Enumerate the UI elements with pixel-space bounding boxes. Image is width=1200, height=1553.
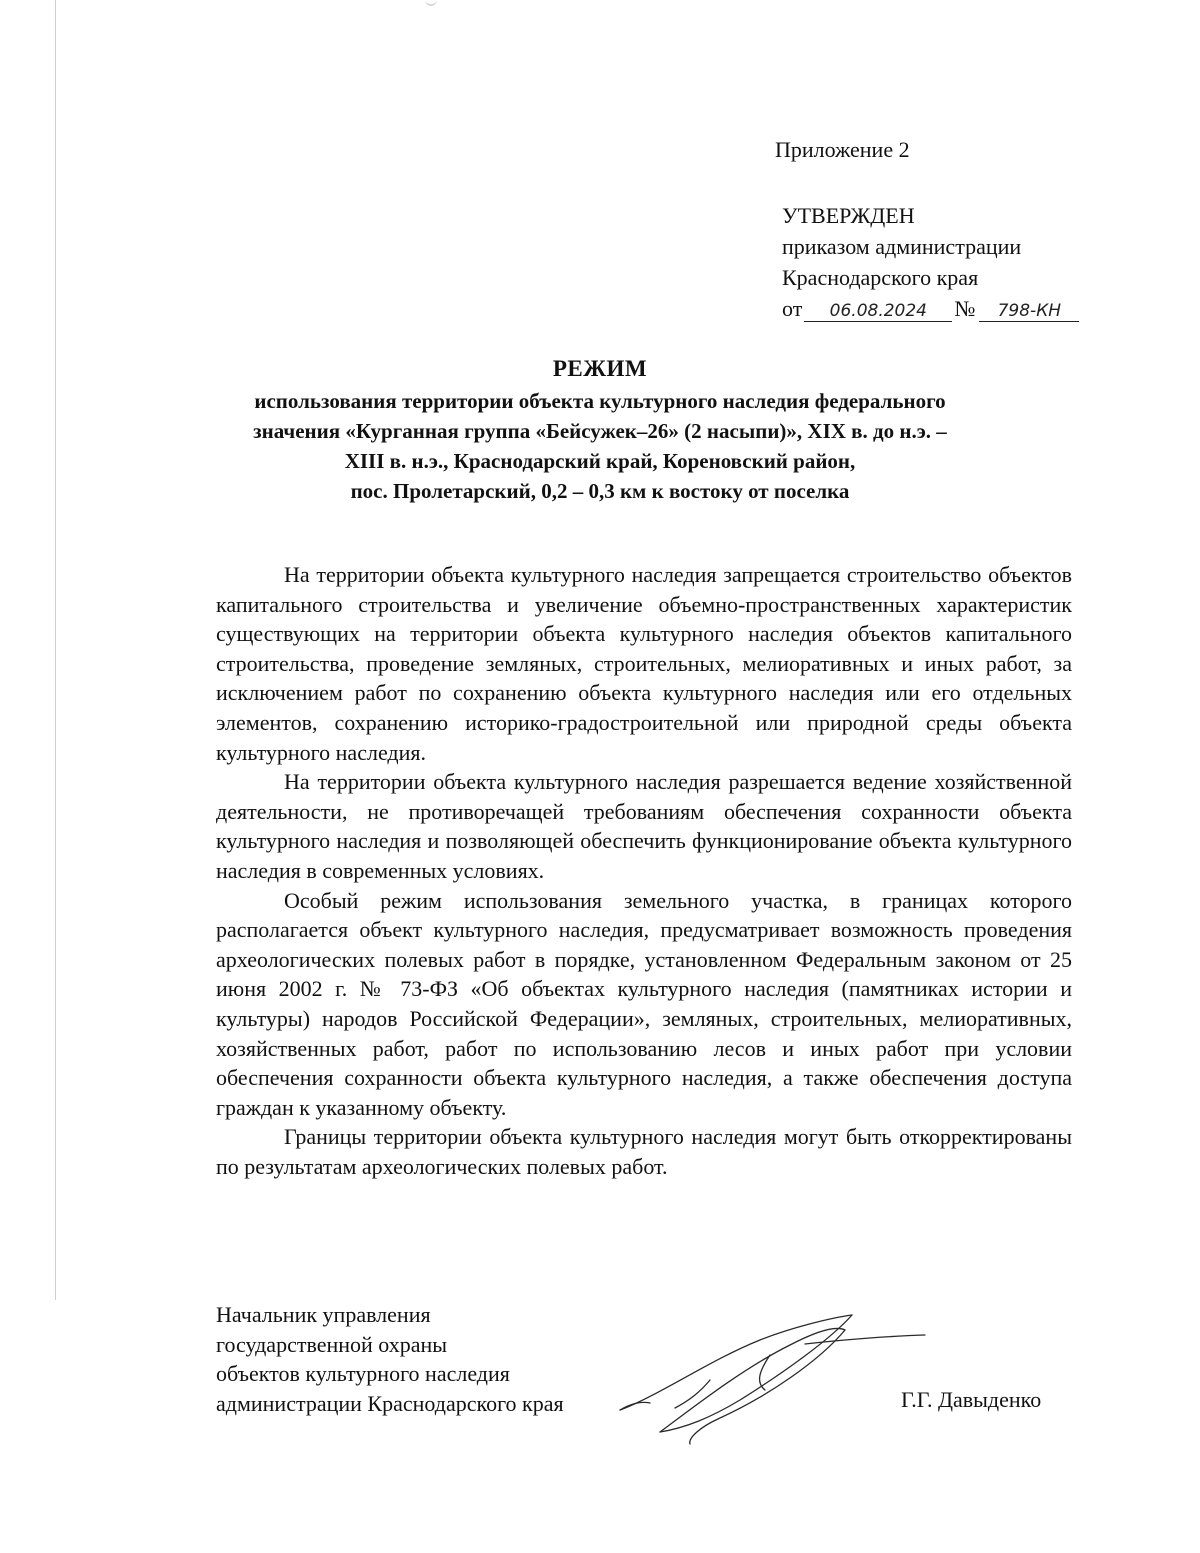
approved-word: УТВЕРЖДЕН	[782, 203, 915, 228]
document-body	[216, 560, 1072, 1181]
title-line-4: пос. Пролетарский, 0,2 – 0,3 км к востоку от поселка	[350, 479, 850, 503]
position-line-2: государственной охраны	[216, 1331, 448, 1357]
document-title	[150, 352, 1050, 506]
paragraph-special-regime: Особый режим использования земельного участка, в границах которого располагается объект культурного наследия, предусматривает возможность проведения археологических полевых работ в порядке, установленном Федеральным законом от 25 июня 2002 г. № 73-ФЗ «Об объектах культурного наследия (памятниках истории и культуры) народов Российской Федерации», земляных, строительных, мелиоративных, хозяйственных работ, работ по использованию лесов и иных работ при условии обеспечения сохранности объекта культурного наследия, а также обеспечения доступа граждан к указанному объекту.	[216, 887, 1072, 1120]
position-line-1: Начальник управления	[216, 1302, 431, 1327]
signer-name: Г.Г. Давыденко	[901, 1387, 1042, 1412]
appendix-label: Приложение 2	[775, 137, 910, 162]
signatory-position	[216, 1300, 564, 1418]
title-line-1: использования территории объекта культурного наследия федерального	[254, 389, 946, 413]
date-prefix: от	[782, 296, 803, 321]
approved-by-line-2: Краснодарского края	[782, 265, 979, 290]
number-prefix: №	[954, 296, 976, 321]
title-line-3: XIII в. н.э., Краснодарский край, Кореновский район,	[344, 449, 856, 473]
position-line-3: объектов культурного наследия	[216, 1361, 510, 1386]
title-main: РЕЖИМ	[552, 356, 648, 381]
paragraph-boundaries: Границы территории объекта культурного наследия могут быть откорректированы по результатам археологических полевых работ.	[216, 1124, 1072, 1179]
paragraph-permissions: На территории объекта культурного наследия разрешается ведение хозяйственной деятельности, не противоречащей требованиям обеспечения сохранности объекта культурного наследия и позволяющей обеспечить функционирование объекта культурного наследия в современных условиях.	[216, 769, 1072, 883]
scan-edge-line	[55, 0, 56, 1300]
handwritten-signature	[590, 1300, 930, 1450]
title-line-2: значения «Курганная группа «Бейсужек–26» (2 насыпи)», XIX в. до н.э. –	[253, 419, 947, 443]
scan-top-mark	[425, 0, 437, 6]
position-line-4: администрации Краснодарского края	[216, 1390, 564, 1416]
order-number-handwritten: 798-КН	[979, 301, 1079, 322]
order-date-handwritten: 06.08.2024	[804, 301, 952, 322]
paragraph-prohibitions: На территории объекта культурного наследия запрещается строительство объектов капитального строительства и увеличение объемно-пространственных характеристик существующих на территории объекта культурного наследия объектов капитального строительства, проведение земляных, строительных, мелиоративных и иных работ, за исключением работ по сохранению объекта культурного наследия или его отдельных элементов, сохранению историко-градостроительной или природной среды объекта культурного наследия.	[216, 562, 1072, 765]
approved-by-line-1: приказом администрации	[782, 234, 1022, 259]
approval-block	[782, 200, 1079, 324]
order-date-number-line	[782, 293, 1079, 324]
